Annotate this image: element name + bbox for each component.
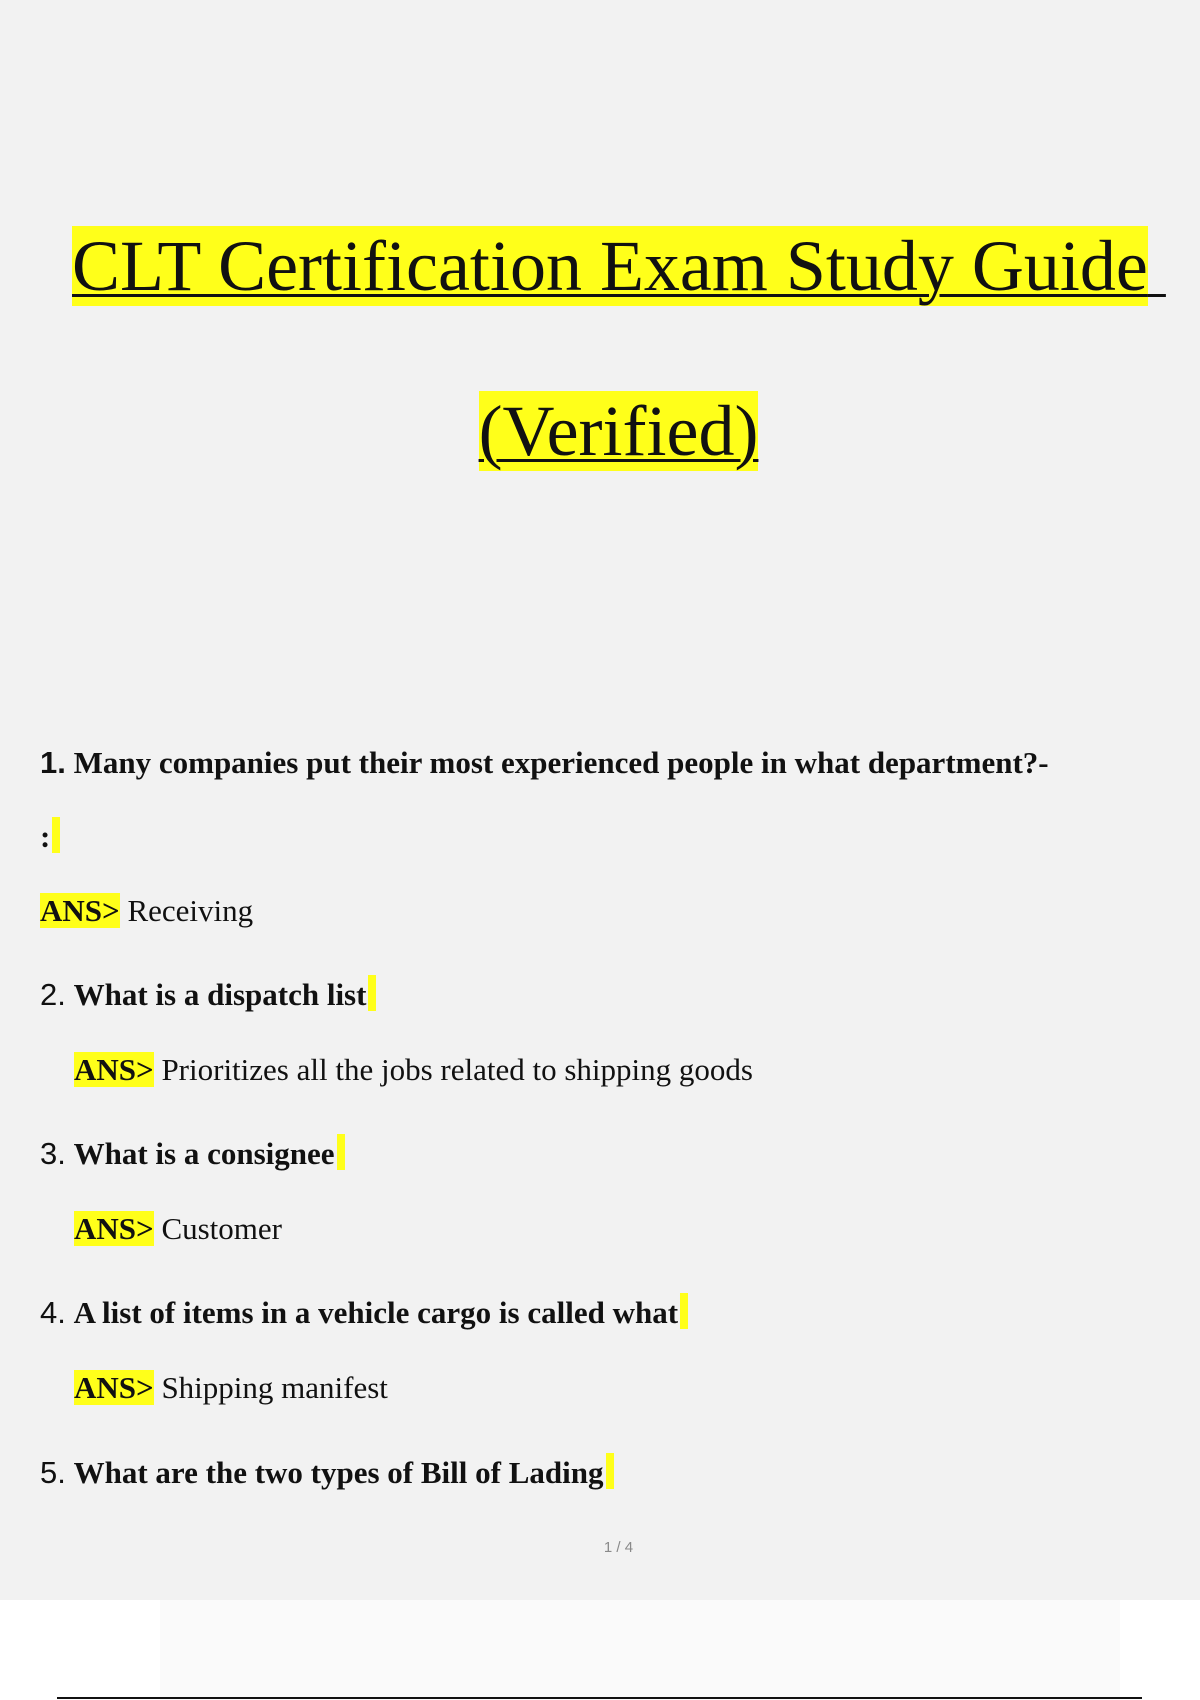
answer-text: Prioritizes all the jobs related to shipping goods bbox=[161, 1052, 753, 1087]
question-1-continuation bbox=[40, 817, 60, 857]
question-text: Many companies put their most experienced people in what department?- bbox=[73, 745, 1049, 780]
answer-1 bbox=[40, 891, 253, 931]
question-number: 2. bbox=[40, 977, 66, 1012]
highlight-marker bbox=[337, 1134, 345, 1170]
highlight-marker bbox=[680, 1293, 688, 1329]
answer-prefix: ANS> bbox=[74, 1052, 154, 1087]
answer-prefix: ANS> bbox=[74, 1211, 154, 1246]
question-number: 4. bbox=[40, 1295, 66, 1330]
answer-prefix: ANS> bbox=[74, 1370, 154, 1405]
question-text: A list of items in a vehicle cargo is called what bbox=[73, 1295, 679, 1330]
question-number: 5. bbox=[40, 1455, 66, 1490]
highlight-marker bbox=[52, 817, 60, 853]
answer-prefix: ANS> bbox=[40, 893, 120, 928]
title-line-2: (Verified) bbox=[478, 391, 759, 471]
title-trailing-space bbox=[1148, 226, 1166, 306]
question-5 bbox=[40, 1453, 614, 1493]
question-number: 1. bbox=[40, 745, 66, 780]
question-text: What is a dispatch list bbox=[73, 977, 367, 1012]
question-text: What are the two types of Bill of Lading bbox=[73, 1455, 604, 1490]
question-4 bbox=[40, 1293, 688, 1333]
answer-2 bbox=[74, 1050, 753, 1090]
highlight-marker bbox=[368, 975, 376, 1011]
question-1 bbox=[40, 743, 1049, 783]
answer-4 bbox=[74, 1368, 388, 1408]
next-page-panel bbox=[160, 1600, 1120, 1700]
horizontal-rule bbox=[57, 1697, 1142, 1699]
document-title bbox=[72, 225, 1166, 307]
answer-3 bbox=[74, 1209, 282, 1249]
question-number: 3. bbox=[40, 1136, 66, 1171]
next-page-area bbox=[0, 1600, 1200, 1700]
question-text: What is a consignee bbox=[73, 1136, 335, 1171]
answer-text: Customer bbox=[161, 1211, 282, 1246]
question-continuation: : bbox=[40, 819, 51, 854]
question-3 bbox=[40, 1134, 345, 1174]
title-line-1: CLT Certification Exam Study Guide bbox=[72, 226, 1148, 306]
page-indicator: 1 / 4 bbox=[603, 1539, 634, 1556]
answer-text: Receiving bbox=[127, 893, 254, 928]
question-2 bbox=[40, 975, 376, 1015]
answer-text: Shipping manifest bbox=[161, 1370, 388, 1405]
highlight-marker bbox=[606, 1453, 614, 1489]
document-subtitle bbox=[0, 390, 1200, 472]
